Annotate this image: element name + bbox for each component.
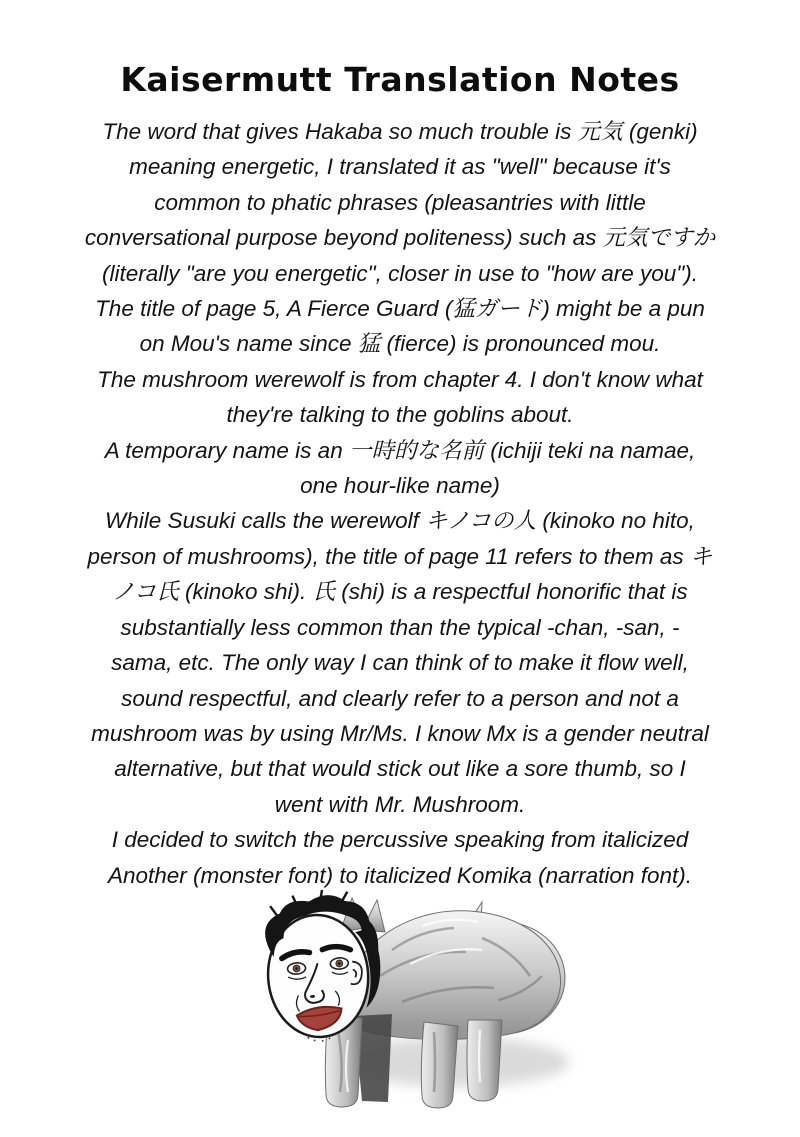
notes-line: I decided to switch the percussive speaking from italicized xyxy=(111,827,689,853)
notes-line: alternative, but that would stick out like a sore thumb, so I xyxy=(114,756,686,782)
notes-line: Another (monster font) to italicized Komika (narration font). xyxy=(107,862,692,888)
notes-line: conversational purpose beyond politeness) such as 元気ですか xyxy=(84,225,716,251)
dog-figurine-illustration xyxy=(252,890,578,1132)
mascot-figure xyxy=(252,890,578,1132)
notes-line: person of mushrooms), the title of page 11 refers to them as キ xyxy=(87,543,713,569)
notes-line: ノコ氏 (kinoko shi). 氏 (shi) is a respectful honorific that is xyxy=(112,579,688,605)
notes-line: common to phatic phrases (pleasantries with little xyxy=(154,189,646,215)
notes-line: mushroom was by using Mr/Ms. I know Mx is a gender neutral xyxy=(91,720,709,746)
notes-line: sama, etc. The only way I can think of to make it flow well, xyxy=(111,650,689,676)
notes-line: one hour-like name) xyxy=(300,473,500,499)
notes-line: went with Mr. Mushroom. xyxy=(274,791,526,817)
dog-hind-leg xyxy=(421,1022,458,1108)
notes-line: The word that gives Hakaba so much trouble is 元気 (genki) xyxy=(102,119,698,144)
page-title: Kaisermutt Translation Notes xyxy=(120,60,680,99)
notes-line: A temporary name is an 一時的な名前 (ichiji teki na namae, xyxy=(104,437,696,463)
notes-text xyxy=(0,114,800,893)
dog-hind-leg xyxy=(467,1020,502,1101)
notes-line: The mushroom werewolf is from chapter 4. I don't know what xyxy=(97,366,703,392)
notes-line: While Susuki calls the werewolf キノコの人 (kinoko no hito, xyxy=(105,508,695,534)
notes-line: sound respectful, and clearly refer to a person and not a xyxy=(121,685,679,711)
notes-line: they're talking to the goblins about. xyxy=(226,402,574,428)
notes-line: meaning energetic, I translated it as "well" because it's xyxy=(129,154,671,180)
notes-line: The title of page 5, A Fierce Guard (猛ガード) might be a pun xyxy=(95,296,705,322)
notes-line: on Mou's name since 猛 (fierce) is pronounced mou. xyxy=(139,331,661,357)
notes-line: substantially less common than the typical -chan, -san, - xyxy=(120,614,680,640)
notes-line: (literally "are you energetic", closer in use to "how are you"). xyxy=(102,260,698,286)
